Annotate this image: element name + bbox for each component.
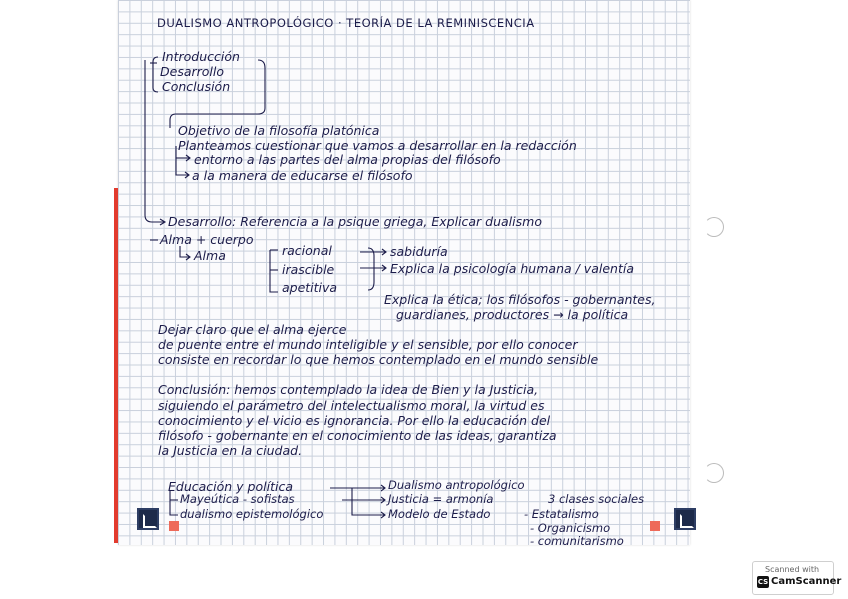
summary-right-3: Modelo de Estado bbox=[388, 507, 491, 521]
summary-left-1: Educación y política bbox=[168, 479, 293, 494]
clarify-line-3: consiste en recordar lo que hemos contemplado en el mundo sensible bbox=[158, 352, 599, 367]
alma-part-appetitive: apetitiva bbox=[282, 280, 338, 295]
conclusion-line-1: Conclusión: hemos contemplado la idea de Bien y la Justicia, bbox=[158, 382, 539, 397]
alma-part-irascible: irascible bbox=[282, 262, 335, 277]
badge-caption: Scanned with bbox=[765, 565, 820, 574]
red-square-marker bbox=[650, 521, 660, 531]
result-psychology: Explica la psicología humana / valentía bbox=[390, 261, 634, 276]
camscanner-logo-icon: CS bbox=[757, 578, 769, 586]
summary-right-5: - comunitarismo bbox=[530, 534, 624, 548]
corner-marker-icon bbox=[674, 508, 696, 530]
outline-item-development: Desarrollo bbox=[160, 64, 225, 79]
red-square-marker bbox=[169, 521, 179, 531]
corner-marker-icon bbox=[137, 508, 159, 530]
summary-right-2b: 3 clases sociales bbox=[548, 492, 645, 506]
alma-part-rational: racional bbox=[282, 243, 332, 258]
intro-line-4: a la manera de educarse el filósofo bbox=[192, 168, 413, 183]
clarify-line-1: Dejar claro que el alma ejerce bbox=[158, 322, 347, 337]
outline-item-intro: Introducción bbox=[162, 49, 240, 64]
summary-right-4: - Organicismo bbox=[530, 521, 611, 535]
summary-right-1: Dualismo antropológico bbox=[388, 478, 525, 492]
result-wisdom: sabiduría bbox=[390, 244, 448, 259]
page-title: DUALISMO ANTROPOLÓGICO · TEORÍA DE LA REMINISCENCIA bbox=[157, 16, 535, 30]
alma-label: Alma bbox=[194, 248, 226, 263]
intro-line-2: Planteamos cuestionar que vamos a desarrollar en la redacción bbox=[178, 138, 577, 153]
ethics-line-2: guardianes, productores → la política bbox=[396, 307, 629, 322]
binder-hole bbox=[704, 217, 724, 237]
conclusion-line-5: la Justicia en la ciudad. bbox=[158, 443, 303, 458]
summary-left-2: Mayeútica - sofistas bbox=[180, 492, 295, 506]
binder-hole bbox=[704, 463, 724, 483]
clarify-line-2: de puente entre el mundo inteligible y el sensible, por ello conocer bbox=[158, 337, 578, 352]
ethics-line-1: Explica la ética; los filósofos - gobernantes, bbox=[384, 292, 656, 307]
conclusion-line-2: siguiendo el parámetro del intelectualismo moral, la virtud es bbox=[158, 398, 545, 413]
conclusion-line-4: filósofo - gobernante en el conocimiento de las ideas, garantiza bbox=[158, 428, 557, 443]
intro-line-1: Objetivo de la filosofía platónica bbox=[178, 123, 380, 138]
conclusion-line-3: conocimiento y el vicio es ignorancia. Por ello la educación del bbox=[158, 413, 551, 428]
development-line-2: Alma + cuerpo bbox=[160, 232, 254, 247]
badge-brand: CamScanner bbox=[771, 576, 842, 587]
intro-line-3: entorno a las partes del alma propias del filósofo bbox=[194, 152, 501, 167]
development-line-1: Desarrollo: Referencia a la psique griega, Explicar dualismo bbox=[168, 214, 542, 229]
camscanner-badge bbox=[752, 561, 842, 595]
summary-right-2: Justicia = armonía bbox=[388, 492, 494, 506]
summary-left-3: dualismo epistemológico bbox=[180, 507, 324, 521]
summary-right-3b: - Estatalismo bbox=[524, 507, 599, 521]
outline-item-conclusion: Conclusión bbox=[162, 79, 231, 94]
